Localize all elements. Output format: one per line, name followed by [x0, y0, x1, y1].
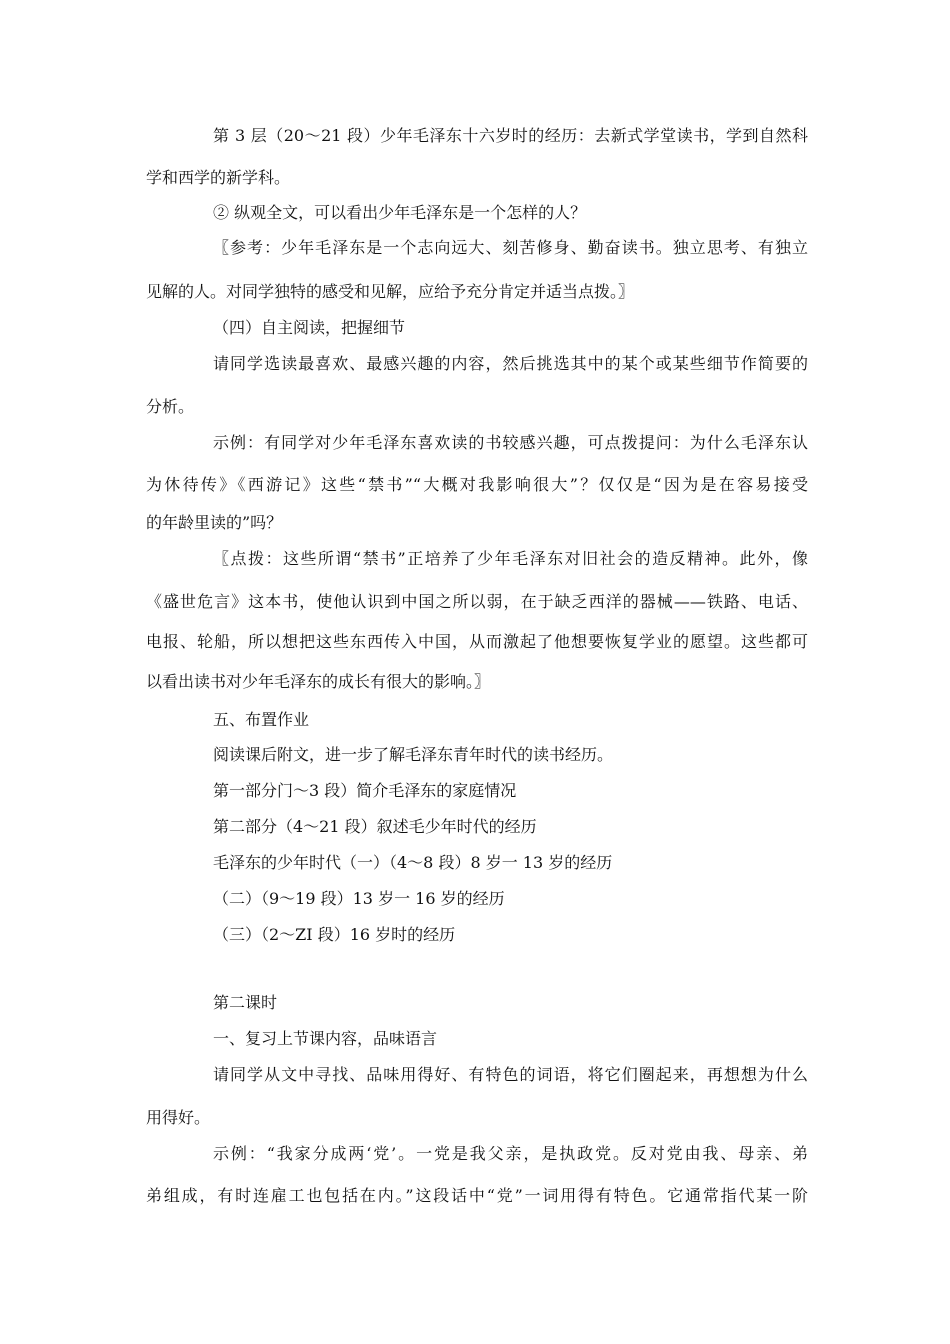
paragraph-line: 电报、轮船，所以想把这些东西传入中国，从而激起了他想要恢复学业的愿望。这些都可 [146, 632, 808, 651]
paragraph-line: 见解的人。对同学独特的感受和见解，应给予充分肯定并适当点拨。〗 [146, 282, 635, 301]
paragraph-line: 分析。 [146, 397, 195, 416]
paragraph-line: 为休待传》《西游记》这些“禁书”“大概对我影响很大”？仅仅是“因为是在容易接受 [146, 475, 808, 494]
paragraph-line: 《盛世危言》这本书，使他认识到中国之所以弱，在于缺乏西洋的器械——铁路、电话、 [146, 592, 808, 611]
outline-item: （三）（2～ZI 段）16 岁时的经历 [213, 925, 456, 944]
paragraph-line: ② 纵观全文，可以看出少年毛泽东是一个怎样的人？ [213, 203, 587, 222]
paragraph-line: 学和西学的新学科。 [146, 168, 291, 187]
paragraph-line: 〖点拨：这些所谓“禁书”正培养了少年毛泽东对旧社会的造反精神。此外，像 [213, 549, 808, 568]
outline-item: （二）（9～19 段）13 岁一 16 岁的经历 [213, 889, 505, 908]
paragraph-line: 阅读课后附文，进一步了解毛泽东青年时代的读书经历。 [213, 745, 614, 764]
paragraph-line: 请同学从文中寻找、品味用得好、有特色的词语，将它们圈起来，再想想为什么 [213, 1065, 808, 1084]
outline-item: 第一部分门～3 段）简介毛泽东的家庭情况 [213, 781, 517, 800]
paragraph-line: 弟组成，有时连雇工也包括在内。”这段话中“党”一词用得有特色。它通常指代某一阶 [146, 1186, 808, 1205]
paragraph-line: 以看出读书对少年毛泽东的成长有很大的影响。〗 [146, 672, 491, 691]
section-heading: 五、布置作业 [213, 710, 310, 729]
paragraph-line: 示例：有同学对少年毛泽东喜欢读的书较感兴趣，可点拨提问：为什么毛泽东认 [213, 433, 808, 452]
paragraph-line: 〖参考：少年毛泽东是一个志向远大、刻苦修身、勤奋读书。独立思考、有独立 [213, 238, 808, 257]
paragraph-line: 请同学选读最喜欢、最感兴趣的内容，然后挑选其中的某个或某些细节作简要的 [213, 354, 808, 373]
paragraph-line: 示例：“我家分成两‘党’。一党是我父亲，是执政党。反对党由我、母亲、弟 [213, 1144, 808, 1163]
paragraph-line: 的年龄里读的”吗？ [146, 513, 283, 532]
outline-item: 第二部分（4～21 段）叙述毛少年时代的经历 [213, 817, 537, 836]
paragraph-line: 用得好。 [146, 1108, 211, 1127]
paragraph-line: 第 3 层（20～21 段）少年毛泽东十六岁时的经历：去新式学堂读书，学到自然科 [213, 126, 808, 145]
lesson-heading: 第二课时 [213, 993, 278, 1012]
section-heading: （四）自主阅读，把握细节 [213, 318, 406, 337]
outline-item: 毛泽东的少年时代（一）（4～8 段）8 岁一 13 岁的经历 [213, 853, 613, 872]
section-heading: 一、复习上节课内容，品味语言 [213, 1029, 438, 1048]
